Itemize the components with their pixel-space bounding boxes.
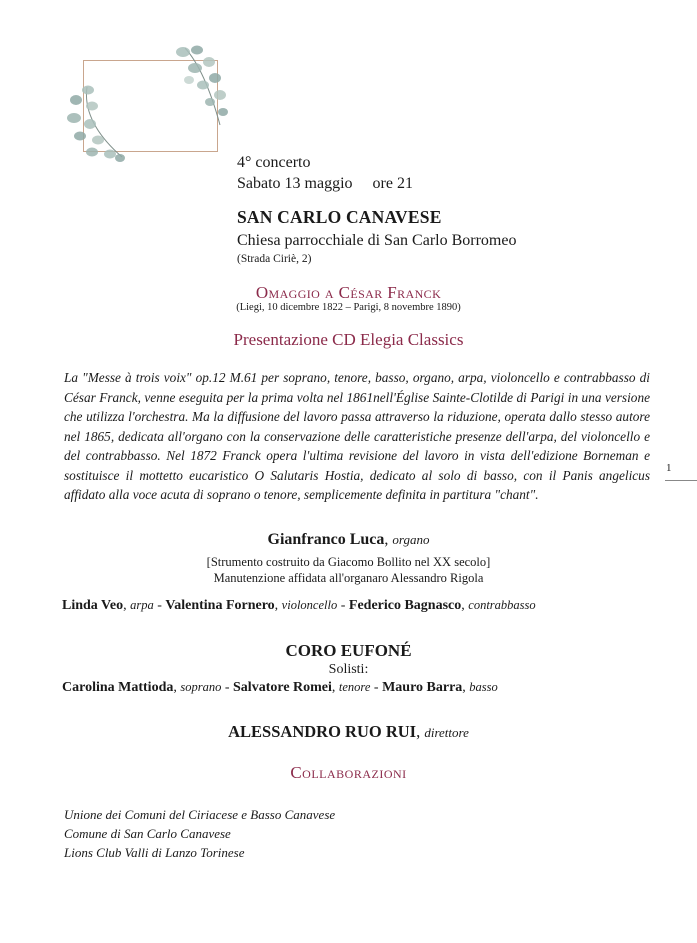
description-paragraph: La "Messe à trois voix" op.12 M.61 per soprano, tenore, basso, organo, arpa, violoncello e contrabbasso di César Franck, venne eseguita per la prima volta nel 1861nell'Église Sainte-Clotilde di Parigi in una versione che utilizza l'orchestra. Ma la diffusione del lavoro passa attraverso la riduzione, operata dallo stesso autore nel 1865, dedicata all'organo con la conservazione delle caratteristiche presenze dell'arpa, del violoncello e del contrabbasso. Nel 1872 Franck opera l'ultima revisione del lavoro in vista dell'edizione Borneman e sostituisce il mottetto eucaristico O Salutaris Hostia, dedicato al solo di basso, con il Panis angelicus affidato alla voce acuta di soprano o tenore, semplicemente definita in partitura "chant".: [64, 370, 650, 502]
organ-maintenance: Manutenzione affidata all'organaro Alessandro Rigola: [213, 571, 484, 585]
venue-city: SAN CARLO CANAVESE: [237, 207, 442, 227]
organist-line: Gianfranco Luca, organo: [267, 531, 430, 548]
venue-church: Chiesa parrocchiale di San Carlo Borromeo: [237, 232, 517, 249]
player-name: Linda Veo: [62, 598, 124, 613]
soloist-name: Mauro Barra: [382, 680, 463, 695]
tribute-dates: (Liegi, 10 dicembre 1822 – Parigi, 8 novembre 1890): [236, 302, 461, 313]
director-role: direttore: [424, 725, 469, 740]
soloist-role: tenore: [338, 680, 371, 694]
collaborations-list: [64, 805, 335, 862]
venue-block: [237, 207, 516, 265]
organist-name: Gianfranco Luca: [267, 531, 385, 548]
soloist-name: Salvatore Romei: [233, 680, 332, 695]
director-name: ALESSANDRO RUO RUI: [228, 722, 417, 741]
tribute-title: Omaggio a César Franck: [255, 283, 442, 302]
collaboration-item: Unione dei Comuni del Ciriacese e Basso Canavese: [64, 807, 336, 822]
page-number: 1: [666, 462, 672, 474]
concert-number: 4° concerto: [237, 154, 311, 171]
soloist-role: basso: [469, 680, 498, 694]
concert-date: Sabato 13 maggio: [237, 175, 353, 192]
organ-notes: [0, 554, 697, 586]
soloist-name: Carolina Mattioda: [62, 680, 174, 695]
choir-name: CORO EUFONÉ: [285, 641, 412, 660]
director-line: ALESSANDRO RUO RUI, direttore: [228, 722, 469, 741]
players-line: Linda Veo, arpa - Valentina Fornero, violoncello - Federico Bagnasco, contrabbasso: [62, 598, 536, 613]
soloist-role: soprano: [180, 680, 222, 694]
organist-role: organo: [392, 532, 430, 547]
eucalyptus-leaves-icon: [165, 40, 235, 130]
soloists-line: Carolina Mattioda, soprano - Salvatore Romei, tenore - Mauro Barra, basso: [62, 680, 498, 695]
player-role: violoncello: [281, 598, 338, 612]
venue-street: (Strada Ciriè, 2): [237, 253, 312, 265]
collaboration-item: Lions Club Valli di Lanzo Torinese: [64, 845, 245, 860]
player-role: contrabbasso: [468, 598, 536, 612]
eucalyptus-leaves-icon: [62, 82, 132, 164]
collaborations-title: Collaborazioni: [290, 763, 407, 782]
concert-time: ore 21: [372, 175, 413, 192]
concert-header: [237, 152, 413, 194]
player-role: arpa: [130, 598, 154, 612]
concert-datetime: [237, 173, 413, 194]
player-name: Federico Bagnasco: [348, 598, 462, 613]
presentation-title: Presentazione CD Elegia Classics: [233, 330, 464, 349]
organ-instrument: [Strumento costruito da Giacomo Bollito nel XX secolo]: [206, 555, 491, 569]
soloists-label: Solisti:: [328, 662, 369, 677]
collaboration-item: Comune di San Carlo Canavese: [64, 826, 231, 841]
page-divider: [665, 480, 697, 481]
player-name: Valentina Fornero: [165, 598, 275, 613]
